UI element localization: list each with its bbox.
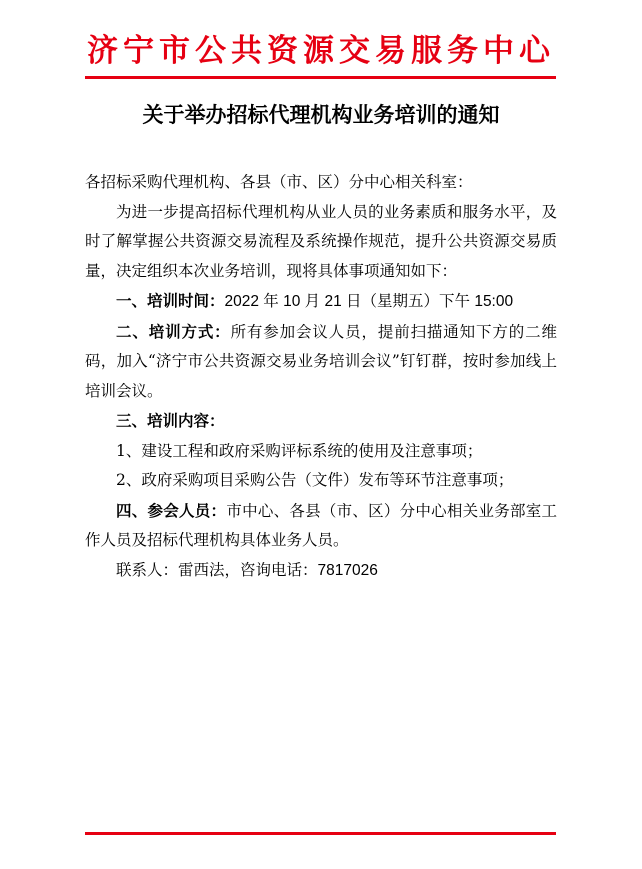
notice-body [85, 168, 557, 585]
training-time [85, 286, 557, 317]
training-time-value: 2022 年 10 月 21 日（星期五）下午 15:00 [224, 293, 514, 310]
contact-phone: 7817026 [317, 561, 378, 579]
salutation: 各招标采购代理机构、各县（市、区）分中心相关科室： [85, 173, 473, 191]
training-method-value: 所有参加会议人员，提前扫描通知下方的二维码，加入“济宁市公共资源交易业务培训会议”钉钉群，按时参加线上培训会议。 [85, 322, 557, 400]
contact-phone-label: ，咨询电话： [224, 560, 318, 579]
training-method-label: 二、培训方式： [116, 321, 231, 341]
footer-divider [85, 832, 556, 835]
attendees-value: 市中心、各县（市、区）分中心相关业务部室工作人员及招标代理机构具体业务人员。 [85, 501, 557, 549]
contact-label: 联系人： [116, 560, 179, 579]
training-content [85, 406, 557, 437]
content-item: 2、政府采购项目采购公告（文件）发布等环节注意事项； [116, 471, 514, 489]
training-content-label: 三、培训内容： [116, 411, 225, 430]
contact-name: 雷西法 [178, 560, 225, 579]
contact-line [85, 556, 557, 586]
training-method [85, 317, 557, 407]
training-time-label: 一、培训时间： [116, 291, 225, 310]
notice-title: 关于举办招标代理机构业务培训的通知 [142, 102, 500, 127]
attendees-label: 四、参会人员： [116, 500, 227, 520]
content-item: 1、建设工程和政府采购评标系统的使用及注意事项； [116, 441, 483, 460]
header-divider [85, 76, 556, 79]
attendees [85, 496, 557, 556]
intro-paragraph: 为进一步提高招标代理机构从业人员的业务素质和服务水平，及时了解掌握公共资源交易流程及系统操作规范，提升公共资源交易质量，决定组织本次业务培训，现将具体事项通知如下： [85, 202, 557, 280]
org-masthead: 济宁市公共资源交易服务中心 [87, 33, 555, 69]
